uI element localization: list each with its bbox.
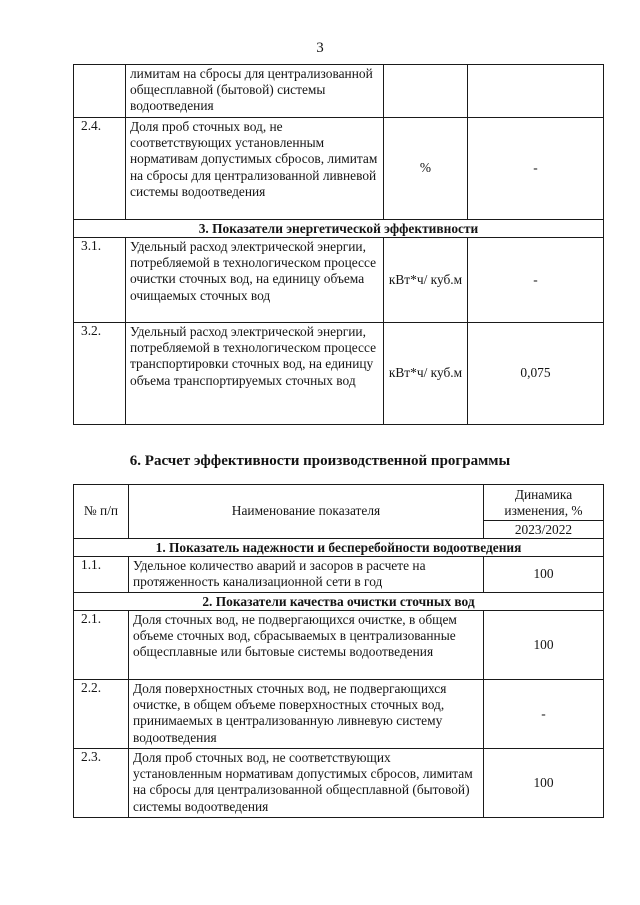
header-period: 2023/2022 [484, 521, 604, 539]
indicator-value: - [468, 238, 604, 323]
indicator-unit: кВт*ч/ куб.м [384, 323, 468, 425]
efficiency-table [73, 484, 604, 818]
indicator-value: 100 [484, 611, 604, 680]
section-row [74, 539, 604, 557]
row-number: 2.4. [74, 118, 126, 220]
indicator-value: - [484, 680, 604, 749]
table-row [74, 238, 604, 323]
indicator-unit: % [384, 118, 468, 220]
indicator-value: 0,075 [468, 323, 604, 425]
indicator-value: 100 [484, 749, 604, 818]
header-dynamics: Динамика изменения, % [484, 485, 604, 521]
row-number: 3.2. [74, 323, 126, 425]
table-row [74, 749, 604, 818]
header-indicator-name: Наименование показателя [129, 485, 484, 539]
section-title-treatment-quality: 2. Показатели качества очистки сточных вод [74, 593, 604, 611]
row-number: 2.2. [74, 680, 129, 749]
indicator-value [468, 65, 604, 118]
table-row [74, 611, 604, 680]
section-row [74, 593, 604, 611]
section-title-energy-efficiency: 3. Показатели энергетической эффективности [74, 220, 604, 238]
section-row [74, 220, 604, 238]
table-row [74, 118, 604, 220]
indicator-name: Доля сточных вод, не подвергающихся очистке, в общем объеме сточных вод, сбрасываемых в централизованные общесплавные или бытовые системы водоотведения [129, 611, 484, 680]
indicator-name: Доля проб сточных вод, не соответствующих установленным нормативам допустимых сбросов, лимитам на сбросы для централизованной общесплавной (бытовой) системы водоотведения [129, 749, 484, 818]
table-row [74, 557, 604, 593]
indicator-value: - [468, 118, 604, 220]
header-number: № п/п [74, 485, 129, 539]
row-number: 1.1. [74, 557, 129, 593]
table-row [74, 65, 604, 118]
table-row [74, 323, 604, 425]
indicators-table-continued [73, 64, 604, 425]
row-number: 2.1. [74, 611, 129, 680]
section-title-reliability: 1. Показатель надежности и бесперебойности водоотведения [74, 539, 604, 557]
row-number: 3.1. [74, 238, 126, 323]
table-row [74, 680, 604, 749]
indicator-name: Удельный расход электрической энергии, потребляемой в технологическом процессе транспортировки сточных вод, на единицу объема транспортируемых сточных вод [126, 323, 384, 425]
section-6-heading: 6. Расчет эффективности производственной программы [129, 453, 511, 469]
indicator-name: Удельное количество аварий и засоров в расчете на протяженность канализационной сети в год [129, 557, 484, 593]
indicator-name: лимитам на сбросы для централизованной общесплавной (бытовой) системы водоотведения [126, 65, 384, 118]
indicator-name: Доля проб сточных вод, не соответствующих установленным нормативам допустимых сбросов, лимитам на сбросы для централизованной ливневой системы водоотведения [126, 118, 384, 220]
row-number: 2.3. [74, 749, 129, 818]
page-number: 3 [316, 40, 324, 56]
indicator-value: 100 [484, 557, 604, 593]
table-header-row [74, 485, 604, 521]
indicator-unit [384, 65, 468, 118]
row-number [74, 65, 126, 118]
indicator-name: Удельный расход электрической энергии, потребляемой в технологическом процессе очистки сточных вод, на единицу объема очищаемых сточных вод [126, 238, 384, 323]
indicator-name: Доля поверхностных сточных вод, не подвергающихся очистке, в общем объеме поверхностных сточных вод, принимаемых в централизованную ливневую систему водоотведения [129, 680, 484, 749]
indicator-unit: кВт*ч/ куб.м [384, 238, 468, 323]
